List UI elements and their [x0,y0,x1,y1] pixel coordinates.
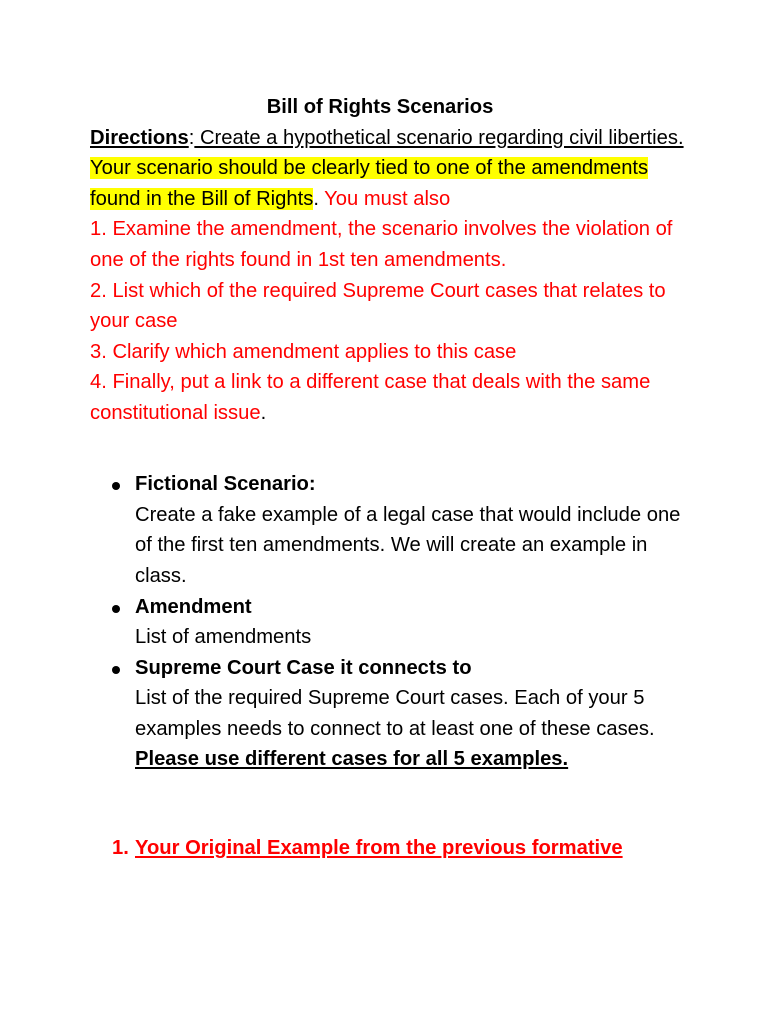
directions-must-also: You must also [318,187,451,210]
step-2: 2. List which of the required Supreme Court cases that relates to your case [90,279,666,333]
list-item-amendment [90,592,690,653]
list-item-fictional-scenario [90,469,690,591]
directions-highlight: Your scenario should be clearly tied to one of the amendments found in the Bill of Rights [90,157,649,210]
bullet-heading: Supreme Court Case it connects to [135,656,472,679]
blank-line [90,429,690,460]
bullet-icon [112,482,120,490]
bullet-text: List of amendments [135,626,312,649]
step-3: 3. Clarify which amendment applies to this case [90,340,517,363]
directions-paragraph [90,123,690,215]
step-4-period: . [260,401,267,424]
page-title: Bill of Rights Scenarios [266,96,494,118]
directions-label: Directions [90,126,189,149]
step-4: 4. Finally, put a link to a different case that deals with the same constitutional issue [90,371,651,424]
bullet-heading: Fictional Scenario: [135,473,316,496]
directions-text: Create a hypothetical scenario regarding civil liberties. [194,126,684,149]
step-4-paragraph [90,367,690,428]
bullet-text: Create a fake example of a legal case that would include one of the first ten amendments. We will create an example in class. [135,503,681,587]
bullet-heading: Amendment [135,595,252,618]
bullet-emphasis: Please use different cases for all 5 examples. [135,748,569,771]
numbered-item-1 [90,833,690,864]
item-heading: Your Original Example from the previous formative [135,837,623,860]
bullet-icon [112,605,120,613]
bullet-text-block [135,683,690,775]
directions-period: . [313,187,319,210]
bullet-icon [112,666,120,674]
item-number: 1. [112,837,129,860]
step-1: 1. Examine the amendment, the scenario involves the violation of one of the rights found in 1st ten amendments. [90,218,673,271]
document-page [90,92,690,864]
list-item-supreme-court-case [90,653,690,775]
directions-colon: : [188,126,195,149]
bullet-list [90,469,690,775]
bullet-text: List of the required Supreme Court cases. Each of your 5 examples needs to connect to at least one of these cases. [135,687,655,740]
